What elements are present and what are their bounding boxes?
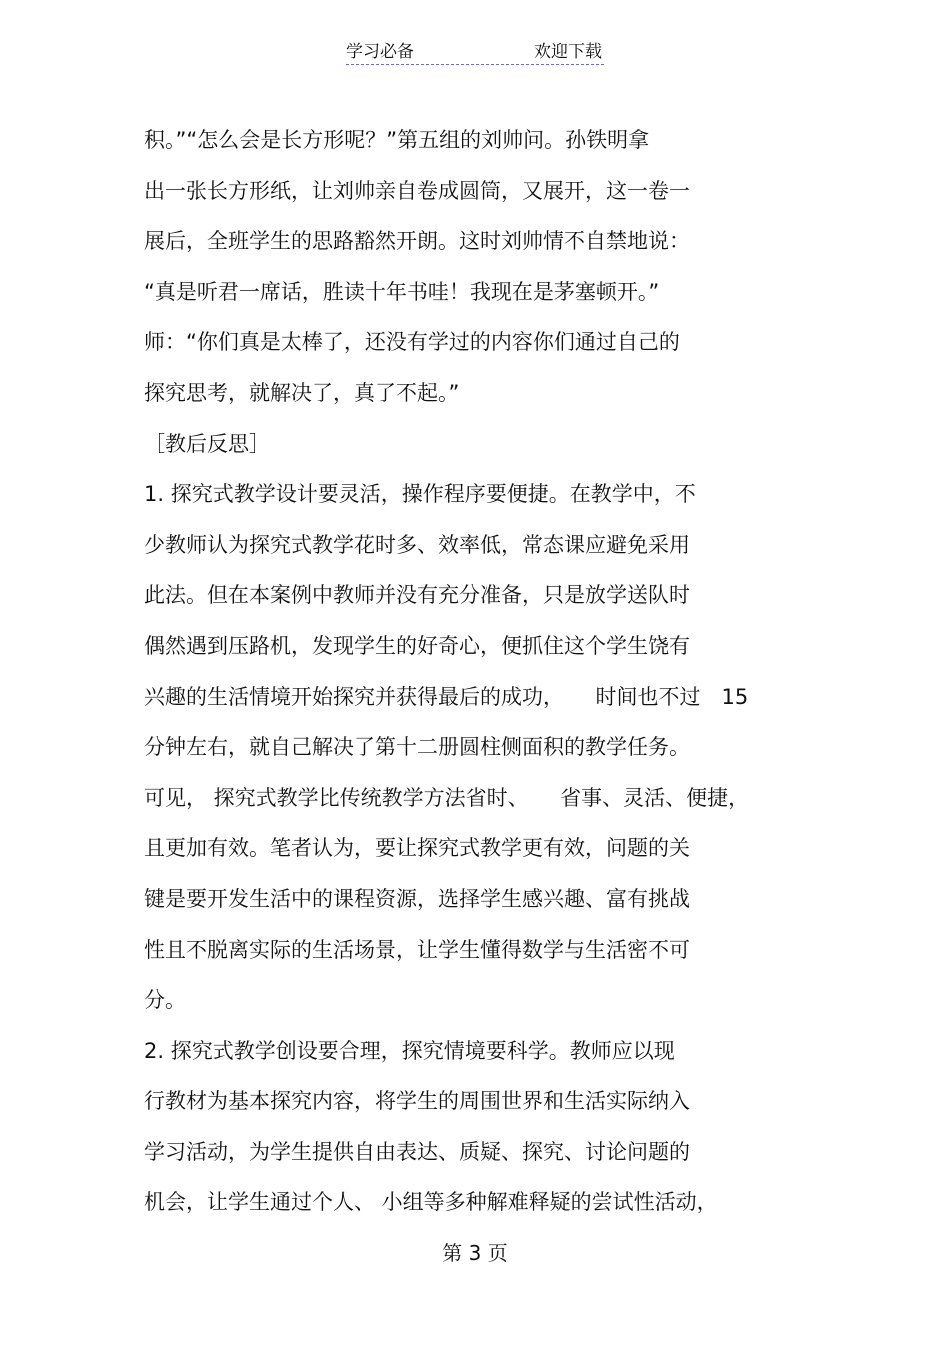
text-line: 此法。但在本案例中教师并没有充分准备，只是放学送队时 [144,583,690,608]
text-line: 兴趣的生活情境开始探究并获得最后的成功， 时间也不过 15 [144,684,749,709]
body-text [144,115,824,1228]
text-line: 偶然遇到压路机，发现学生的好奇心，便抓住这个学生饶有 [144,633,690,658]
text-line: 学习活动，为学生提供自由表达、质疑、探究、讨论问题的 [144,1139,690,1164]
section-heading: ［教后反思］ [144,431,270,456]
text-line: 1. 探究式教学设计要灵活，操作程序要便捷。在教学中，不 [144,482,696,507]
page-header [346,40,604,65]
header-left-text: 学习必备 [346,42,414,62]
text-line: 探究思考，就解决了，真了不起。” [144,380,460,405]
text-line: 师：“你们真是太棒了，还没有学过的内容你们通过自己的 [144,330,680,355]
text-line: 且更加有效。笔者认为，要让探究式教学更有效，问题的关 [144,836,690,861]
text-line: 少教师认为探究式教学花时多、效率低，常态课应避免采用 [144,532,690,557]
text-line: 积。”“怎么会是长方形呢？”第五组的刘帅问。孙铁明拿 [144,128,650,152]
text-line: “真是听君一席话，胜读十年书哇！我现在是茅塞顿开。” [144,279,660,304]
text-line: 分。 [144,988,186,1013]
text-line: 行教材为基本探究内容，将学生的周围世界和生活实际纳入 [144,1089,690,1114]
text-line: 分钟左右，就自己解决了第十二册圆柱侧面积的教学任务。 [144,735,690,760]
text-line: 出一张长方形纸，让刘帅亲自卷成圆筒，又展开，这一卷一 [144,178,690,203]
header-right-text: 欢迎下载 [534,42,602,62]
text-line: 键是要开发生活中的课程资源，选择学生感兴趣、富有挑战 [144,886,690,911]
text-line: 机会，让学生通过个人、 小组等多种解难释疑的尝试性活动， [144,1190,718,1215]
text-line: 性且不脱离实际的生活场景，让学生懂得数学与生活密不可 [144,937,690,962]
text-line: 可见， 探究式教学比传统教学方法省时、 省事、灵活、便捷， [144,785,750,810]
page-number: 第 3 页 [442,1241,508,1265]
text-line: 2. 探究式教学创设要合理，探究情境要科学。教师应以现 [144,1038,675,1063]
text-line: 展后，全班学生的思路豁然开朗。这时刘帅情不自禁地说： [144,229,690,254]
